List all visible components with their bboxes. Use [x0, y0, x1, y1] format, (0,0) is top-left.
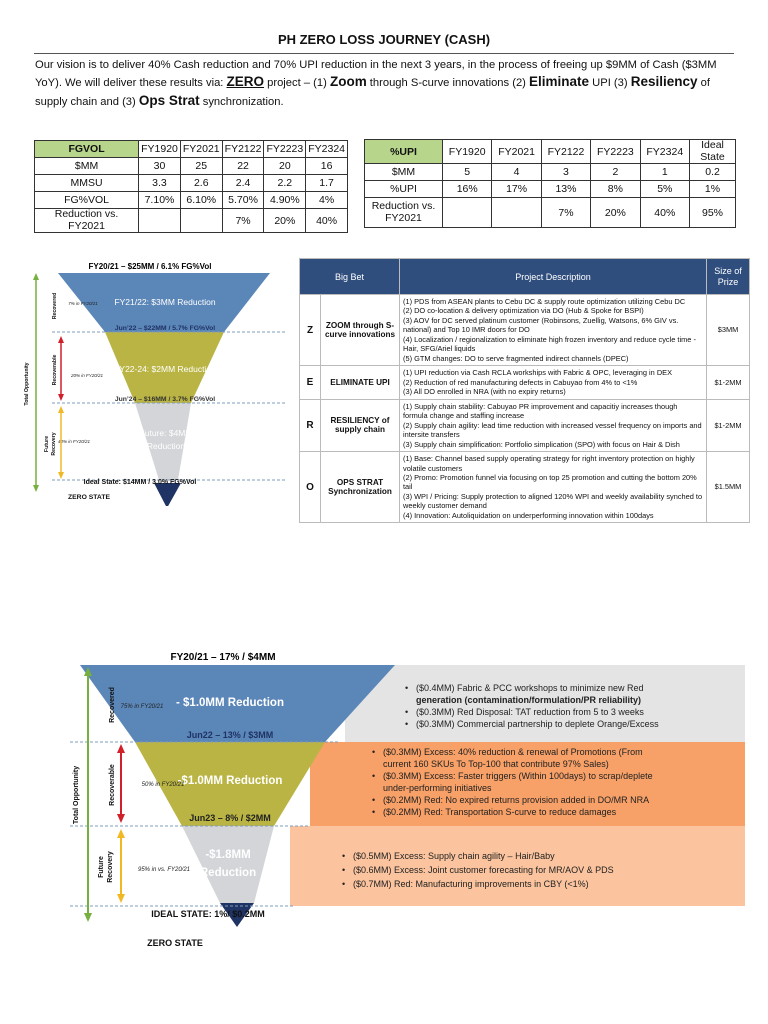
- zero-keyword: ZERO: [226, 74, 265, 90]
- project-description: [400, 366, 707, 399]
- bet-name: RESILIENCY of supply chain: [321, 399, 400, 451]
- bullet-text: ($0.5MM) Excess: Supply chain agility – Hair/Baby: [353, 851, 555, 861]
- bet-name: ZOOM through S-curve innovations: [321, 295, 400, 366]
- table-cell: Reduction vs. FY2021: [365, 198, 443, 228]
- header-cell: FY2223: [591, 140, 640, 164]
- bullet-marker: •: [372, 795, 376, 805]
- side-label-recovered: Recovered: [109, 687, 116, 723]
- milestone-label-2: Jun23 – 8% / $2MM: [189, 813, 271, 823]
- ideal-state-label: Ideal State: $14MM / 3.0% FG%Vol: [83, 479, 197, 486]
- description-line: (4) Innovation: Autoliquidation on underperforming innovation within 100days: [403, 510, 654, 520]
- header-cell: FY2021: [492, 140, 541, 164]
- table-cell: 40%: [306, 209, 348, 233]
- cash-funnel-diagram: [0, 256, 290, 506]
- table-row: [300, 295, 750, 366]
- description-line: (2) Promo: Promotion funnel via focusing on top 25 promotion and cutting the bottom 20% tail: [403, 472, 697, 492]
- arrow-head-icon: [58, 472, 64, 479]
- description-line: (3) All DO enrolled in NRA (with no expiry returns): [403, 387, 566, 397]
- table-cell: 3: [541, 164, 590, 181]
- band1-percent: 7% in FY20/21: [68, 301, 98, 306]
- bet-letter: E: [300, 366, 321, 399]
- title-divider: [34, 53, 734, 54]
- table-cell: 5.70%: [222, 192, 264, 209]
- size-of-prize: $1-2MM: [707, 366, 750, 399]
- header-cell: FY1920: [139, 141, 181, 158]
- side-label-total: Total Opportunity: [24, 362, 30, 406]
- table-cell: 22: [222, 158, 264, 175]
- bullet-marker: •: [405, 719, 409, 729]
- table-cell: 7.10%: [139, 192, 181, 209]
- description-line: (1) UPI reduction via Cash RCLA workships with Fabric & OPC, leveraging in DEX: [403, 368, 673, 378]
- description-line: (1) PDS from ASEAN plants to Cebu DC & supply route optimization utilizing Cebu DC: [403, 297, 686, 306]
- table-header-row: [365, 140, 736, 164]
- size-of-prize: $1-2MM: [707, 399, 750, 451]
- bullet-text: ($0.6MM) Excess: Joint customer forecasting for MR/AOV & PDS: [353, 865, 614, 875]
- band2-percent: 50% in FY20/21: [141, 782, 185, 788]
- arrow-head-icon: [84, 913, 92, 922]
- table-cell: 4.90%: [264, 192, 306, 209]
- header-cell: %UPI: [365, 140, 443, 164]
- fgvol-table: [34, 140, 348, 233]
- table-cell: [180, 209, 222, 233]
- arrow-head-icon: [117, 744, 125, 753]
- eliminate-keyword: Eliminate: [529, 74, 590, 90]
- table-cell: 7%: [541, 198, 590, 228]
- table-cell: [139, 209, 181, 233]
- table-row: [35, 158, 348, 175]
- header-cell: Size of Prize: [707, 259, 750, 295]
- table-cell: 30: [139, 158, 181, 175]
- milestone-label-1: Jun’22 – $22MM / 5.7% FG%Vol: [114, 325, 216, 332]
- side-label-future: Recovery: [51, 432, 57, 456]
- arrow-head-icon: [58, 336, 64, 343]
- side-label-future: Recovery: [107, 851, 114, 883]
- description-line: (5) GTM changes: DO to serve fragmented indirect channels (DPEC): [403, 353, 629, 363]
- table-cell: 3.3: [139, 175, 181, 192]
- table-cell: 5: [443, 164, 492, 181]
- table-cell: 16: [306, 158, 348, 175]
- bullet-text: under-performing initiatives: [383, 783, 492, 793]
- bet-letter: Z: [300, 295, 321, 366]
- table-cell: Reduction vs. FY2021: [35, 209, 139, 233]
- band3-percent: 95% in vs. FY20/21: [137, 867, 191, 873]
- table-cell: [443, 198, 492, 228]
- bet-letter: R: [300, 399, 321, 451]
- table-cell: %UPI: [365, 181, 443, 198]
- project-description: [400, 295, 707, 366]
- table-cell: 6.10%: [180, 192, 222, 209]
- zoom-keyword: Zoom: [329, 74, 367, 90]
- bullet-text: generation (contamination/formulation/PR reliability): [416, 695, 642, 705]
- side-label-recoverable: Recoverable: [52, 354, 58, 386]
- header-cell: FY1920: [443, 140, 492, 164]
- header-cell: Project Description: [400, 259, 707, 295]
- bullet-text: ($0.2MM) Red: No expired returns provision added in DO/MR NRA: [383, 795, 650, 805]
- bullet-marker: •: [405, 707, 409, 717]
- table-cell: 7%: [222, 209, 264, 233]
- upi-funnel-diagram: [60, 645, 750, 955]
- side-label-recoverable: Recoverable: [109, 764, 116, 806]
- description-line: (2) Reduction of red manufacturing defects in Cabuyao from 4% to <1%: [403, 377, 638, 387]
- table-cell: 13%: [541, 181, 590, 198]
- table-row: [300, 452, 750, 523]
- table-row: [300, 399, 750, 451]
- band3-label: Reduction: [199, 867, 257, 879]
- milestone-label-1: Jun22 – 13% / $3MM: [186, 730, 274, 740]
- bullet-marker: •: [372, 807, 376, 817]
- upi-table: [364, 139, 736, 228]
- band3-percent: 40% in FY20/21: [57, 439, 91, 444]
- bullet-marker: •: [372, 771, 376, 781]
- header-cell: FY2223: [264, 141, 306, 158]
- intro-paragraph: Our vision is to deliver 40% Cash reduction and 70% UPI reduction in the next 3 years, in the process of freeing up $9MM of Cash ($3MM YoY). We will deliver these results via: ZERO project – (1) Zoom through S-curve innovations (2) Eliminate UPI (3) Resiliency of supply chain and (3) Ops Strat synchronization.: [35, 59, 717, 109]
- size-of-prize: $3MM: [707, 295, 750, 366]
- table-cell: [492, 198, 541, 228]
- bullet-marker: •: [342, 851, 346, 861]
- table-cell: 25: [180, 158, 222, 175]
- table-cell: 2: [591, 164, 640, 181]
- resiliency-keyword: Resiliency: [630, 74, 698, 90]
- table-cell: 95%: [690, 198, 736, 228]
- band3-label: -$1.8MM: [205, 849, 251, 861]
- description-line: (1) Supply chain stability: Cabuyao PR improvement and capacitiy increases though formula change and staffing increase: [403, 401, 678, 421]
- table-cell: 1%: [690, 181, 736, 198]
- size-of-prize: $1.5MM: [707, 452, 750, 523]
- table-row: [365, 198, 736, 228]
- side-label-future: Future: [98, 856, 105, 878]
- header-cell: FY2324: [640, 140, 689, 164]
- bullet-marker: •: [342, 879, 346, 889]
- table-cell: 20%: [591, 198, 640, 228]
- bullet-text: ($0.3MM) Excess: Faster triggers (Within 100days) to scrap/deplete: [383, 771, 653, 781]
- table-header-row: [35, 141, 348, 158]
- table-cell: $MM: [35, 158, 139, 175]
- bet-name: ELIMINATE UPI: [321, 366, 400, 399]
- table-cell: 8%: [591, 181, 640, 198]
- band1-label: FY21/22: $3MM Reduction: [114, 297, 216, 307]
- table-row: [35, 209, 348, 233]
- ideal-state-label: IDEAL STATE: 1%/ $0.2MM: [151, 909, 265, 919]
- table-cell: 17%: [492, 181, 541, 198]
- description-line: (1) Base: Channel based supply operating strategy for right inventory protection on highly volatile customers: [403, 454, 695, 473]
- table-cell: $MM: [365, 164, 443, 181]
- project-description: [400, 452, 707, 523]
- description-line: (3) AOV for DC served platinum customer (Robinsons, Zuellig, Watsons, 6% GIV vs. national) and Top 10 IMR doors for DO: [403, 315, 679, 335]
- table-row: [35, 192, 348, 209]
- band3-label: Future: $4MM: [139, 428, 193, 438]
- description-line: (2) DO co-location & delivery optimization via DO (Hub & Spoke for BSPI): [403, 306, 644, 316]
- band2-label: FY22-24: $2MM Reduction: [114, 364, 216, 374]
- arrow-head-icon: [117, 829, 125, 838]
- header-cell: FY2122: [541, 140, 590, 164]
- table-cell: 4%: [306, 192, 348, 209]
- band2-label: -$1.0MM Reduction: [177, 775, 283, 787]
- header-cell: FY2021: [180, 141, 222, 158]
- funnel-tip: [154, 483, 181, 506]
- table-cell: 5%: [640, 181, 689, 198]
- header-cell: FY2122: [222, 141, 264, 158]
- funnel-top-label: FY20/21 – $25MM / 6.1% FG%Vol: [88, 262, 212, 271]
- bullet-text: ($0.7MM) Red: Manufacturing improvements in CBY (<1%): [353, 879, 589, 889]
- bet-name: OPS STRAT Synchronization: [321, 452, 400, 523]
- bullet-marker: •: [342, 865, 346, 875]
- side-label-future: Future: [44, 435, 50, 453]
- header-cell: FY2324: [306, 141, 348, 158]
- table-cell: 2.2: [264, 175, 306, 192]
- header-cell: FGVOL: [35, 141, 139, 158]
- table-cell: 1.7: [306, 175, 348, 192]
- bullet-text: current 160 SKUs To Top-100 that contribute 97% Sales): [383, 759, 609, 769]
- table-cell: 20%: [264, 209, 306, 233]
- table-row: [35, 175, 348, 192]
- description-line: (4) Localization / regionalization to eliminate high frozen inventory and reduce cycle time - Hair, SFG/Ariel liquids: [403, 334, 696, 354]
- arrow-head-icon: [117, 814, 125, 823]
- arrow-head-icon: [33, 485, 39, 492]
- page-title: PH ZERO LOSS JOURNEY (CASH): [277, 32, 491, 47]
- table-row: [365, 164, 736, 181]
- table-cell: 4: [492, 164, 541, 181]
- table-cell: 20: [264, 158, 306, 175]
- table-cell: 0.2: [690, 164, 736, 181]
- description-line: (3) Supply chain simplification: Portfolio simplication (SPO) with focus on Hair & Dish: [403, 439, 680, 449]
- band1-label: - $1.0MM Reduction: [176, 697, 284, 709]
- arrow-head-icon: [117, 894, 125, 903]
- bullet-marker: •: [372, 747, 376, 757]
- side-label-total: Total Opportunity: [73, 765, 80, 825]
- band1-percent: 75% in FY20/21: [120, 704, 164, 710]
- arrow-head-icon: [33, 273, 39, 280]
- big-bet-table: [299, 258, 750, 523]
- table-cell: FG%VOL: [35, 192, 139, 209]
- bullet-marker: •: [405, 683, 409, 693]
- band2-percent: 20% in FY20/21: [70, 373, 104, 378]
- bullet-text: ($0.2MM) Red: Transportation S-curve to reduce damages: [383, 807, 617, 817]
- bullet-text: ($0.4MM) Fabric & PCC workshops to minimize new Red: [416, 683, 644, 693]
- zero-state-label: ZERO STATE: [147, 938, 203, 948]
- table-cell: 40%: [640, 198, 689, 228]
- side-label-recovered: Recovered: [52, 292, 58, 320]
- funnel-band-future: [182, 826, 274, 903]
- arrow-head-icon: [58, 394, 64, 401]
- description-line: (3) WPI / Pricing: Supply protection to aligned 120% WPI and weekly availability synched to weekly customer demand: [403, 491, 703, 511]
- milestone-label-2: Jun’24 – $16MM / 3.7% FG%Vol: [114, 396, 216, 403]
- bullet-text: ($0.3MM) Commercial partnership to deplete Orange/Excess: [416, 719, 659, 729]
- opsstrat-keyword: Ops Strat: [138, 93, 200, 109]
- bullet-text: ($0.3MM) Red Disposal: TAT reduction from 5 to 3 weeks: [416, 707, 644, 717]
- header-cell: Big Bet: [300, 259, 400, 295]
- table-header-row: [300, 259, 750, 295]
- description-line: (2) Supply chain agility: lead time reduction with increased vessel frequency on imports and intersite transfers: [403, 420, 702, 440]
- table-cell: 2.6: [180, 175, 222, 192]
- project-description: [400, 399, 707, 451]
- arrow-head-icon: [58, 406, 64, 413]
- funnel-top-label: FY20/21 – 17% / $4MM: [170, 652, 276, 663]
- header-cell: Ideal State: [690, 140, 736, 164]
- bet-letter: O: [300, 452, 321, 523]
- table-row: [365, 181, 736, 198]
- table-row: [300, 366, 750, 399]
- band3-label: Reduction: [146, 441, 186, 451]
- bullet-text: ($0.3MM) Excess: 40% reduction & renewal of Promotions (From: [383, 747, 643, 757]
- table-cell: MMSU: [35, 175, 139, 192]
- table-cell: 16%: [443, 181, 492, 198]
- zero-state-label: ZERO STATE: [67, 494, 111, 501]
- table-cell: 1: [640, 164, 689, 181]
- table-cell: 2.4: [222, 175, 264, 192]
